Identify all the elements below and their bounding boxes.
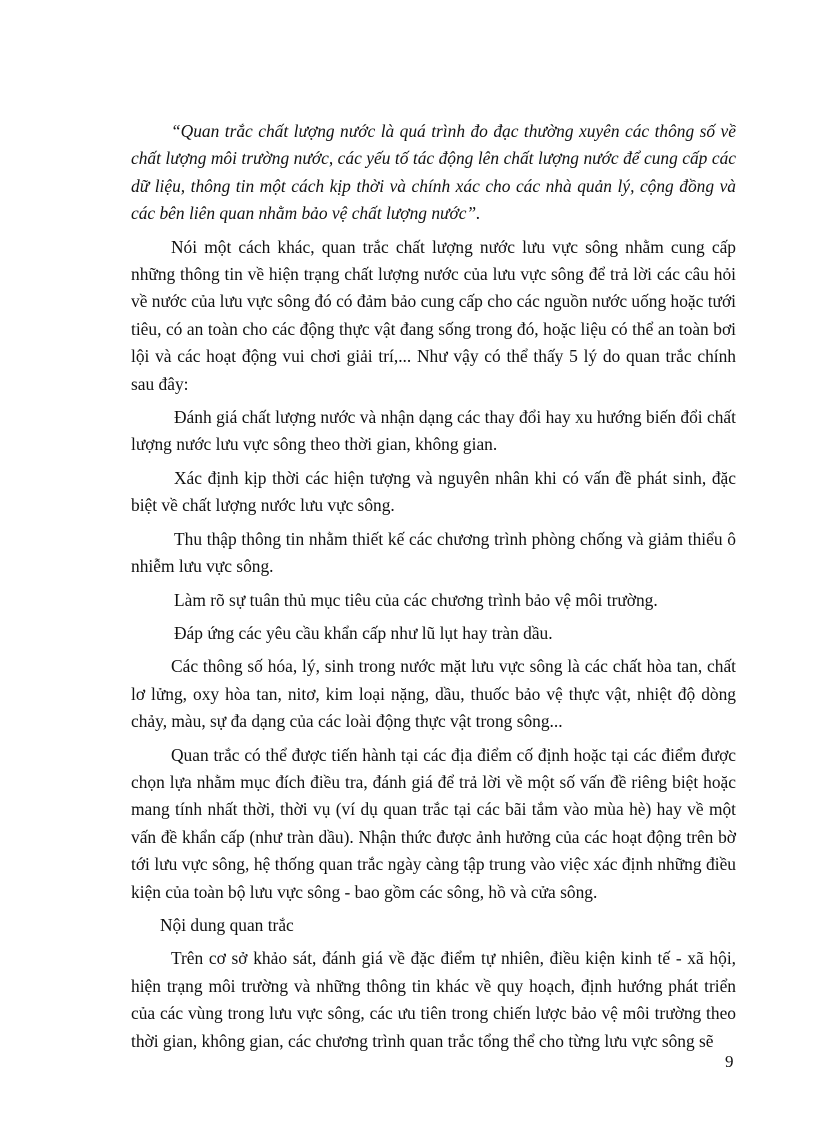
content-paragraph: Trên cơ sở khảo sát, đánh giá về đặc điểm tự nhiên, điều kiện kinh tế - xã hội, hiện trạng môi trường và những thông tin khác về quy hoạch, định hướng phát triển của các vùng trong lưu vực sông, các ưu tiên trong chiến lược bảo vệ môi trường theo thời gian, không gian, các chương trình quan trắc tổng thể cho từng lưu vực sông sẽ [131,948,736,1051]
reason-item: Đáp ứng các yêu cầu khẩn cấp như lũ lụt hay tràn dầu. [174,622,553,643]
reason-item: Xác định kịp thời các hiện tượng và nguyên nhân khi có vấn đề phát sinh, đặc biệt về chất lượng nước lưu vực sông. [131,467,736,516]
reason-item: Làm rõ sự tuân thủ mục tiêu của các chương trình bảo vệ môi trường. [174,589,658,610]
page-number: 9 [725,1052,734,1071]
reason-item: Thu thập thông tin nhằm thiết kế các chương trình phòng chống và giảm thiểu ô nhiễm lưu vực sông. [131,528,736,577]
quote-paragraph: “Quan trắc chất lượng nước là quá trình đo đạc thường xuyên các thông số về chất lượng môi trường nước, các yếu tố tác động lên chất lượng nước để cung cấp các dữ liệu, thông tin một cách kịp thời và chính xác cho các nhà quản lý, cộng đồng và các bên liên quan nhằm bảo vệ chất lượng nước”. [131,121,736,224]
intro-paragraph: Nói một cách khác, quan trắc chất lượng nước lưu vực sông nhằm cung cấp những thông tin về hiện trạng chất lượng nước của lưu vực sông để trả lời các câu hỏi về nước của lưu vực sông đó có đảm bảo cung cấp cho các nguồn nước uống hoặc tưới tiêu, có an toàn cho các động thực vật đang sống trong đó, hoặc liệu có thể an toàn bơi lội và các hoạt động vui chơi giải trí,... Như vậy có thể thấy 5 lý do quan trắc chính sau đây: [131,236,736,394]
reason-item: Đánh giá chất lượng nước và nhận dạng các thay đổi hay xu hướng biến đổi chất lượng nước lưu vực sông theo thời gian, không gian. [131,407,736,455]
parameters-paragraph: Các thông số hóa, lý, sinh trong nước mặt lưu vực sông là các chất hòa tan, chất lơ lửng, oxy hòa tan, nitơ, kim loại nặng, dầu, thuốc bảo vệ thực vật, nhiệt độ dòng chảy, màu, sự đa dạng của các loài động thực vật trong sông... [131,656,736,732]
section-heading: Nội dung quan trắc [160,914,294,935]
page-body [131,118,736,1061]
locations-paragraph: Quan trắc có thể được tiến hành tại các địa điểm cố định hoặc tại các điểm được chọn lựa nhằm mục đích điều tra, đánh giá để trả lời về một số vấn đề riêng biệt hoặc mang tính nhất thời, thời vụ (ví dụ quan trắc tại các bãi tắm vào mùa hè) hay về một vấn đề khẩn cấp (như tràn dầu). Nhận thức được ảnh hưởng của các hoạt động trên bờ tới lưu vực sông, hệ thống quan trắc ngày càng tập trung vào việc xác định những điều kiện của toàn bộ lưu vực sông - bao gồm các sông, hồ và cửa sông. [131,744,736,902]
